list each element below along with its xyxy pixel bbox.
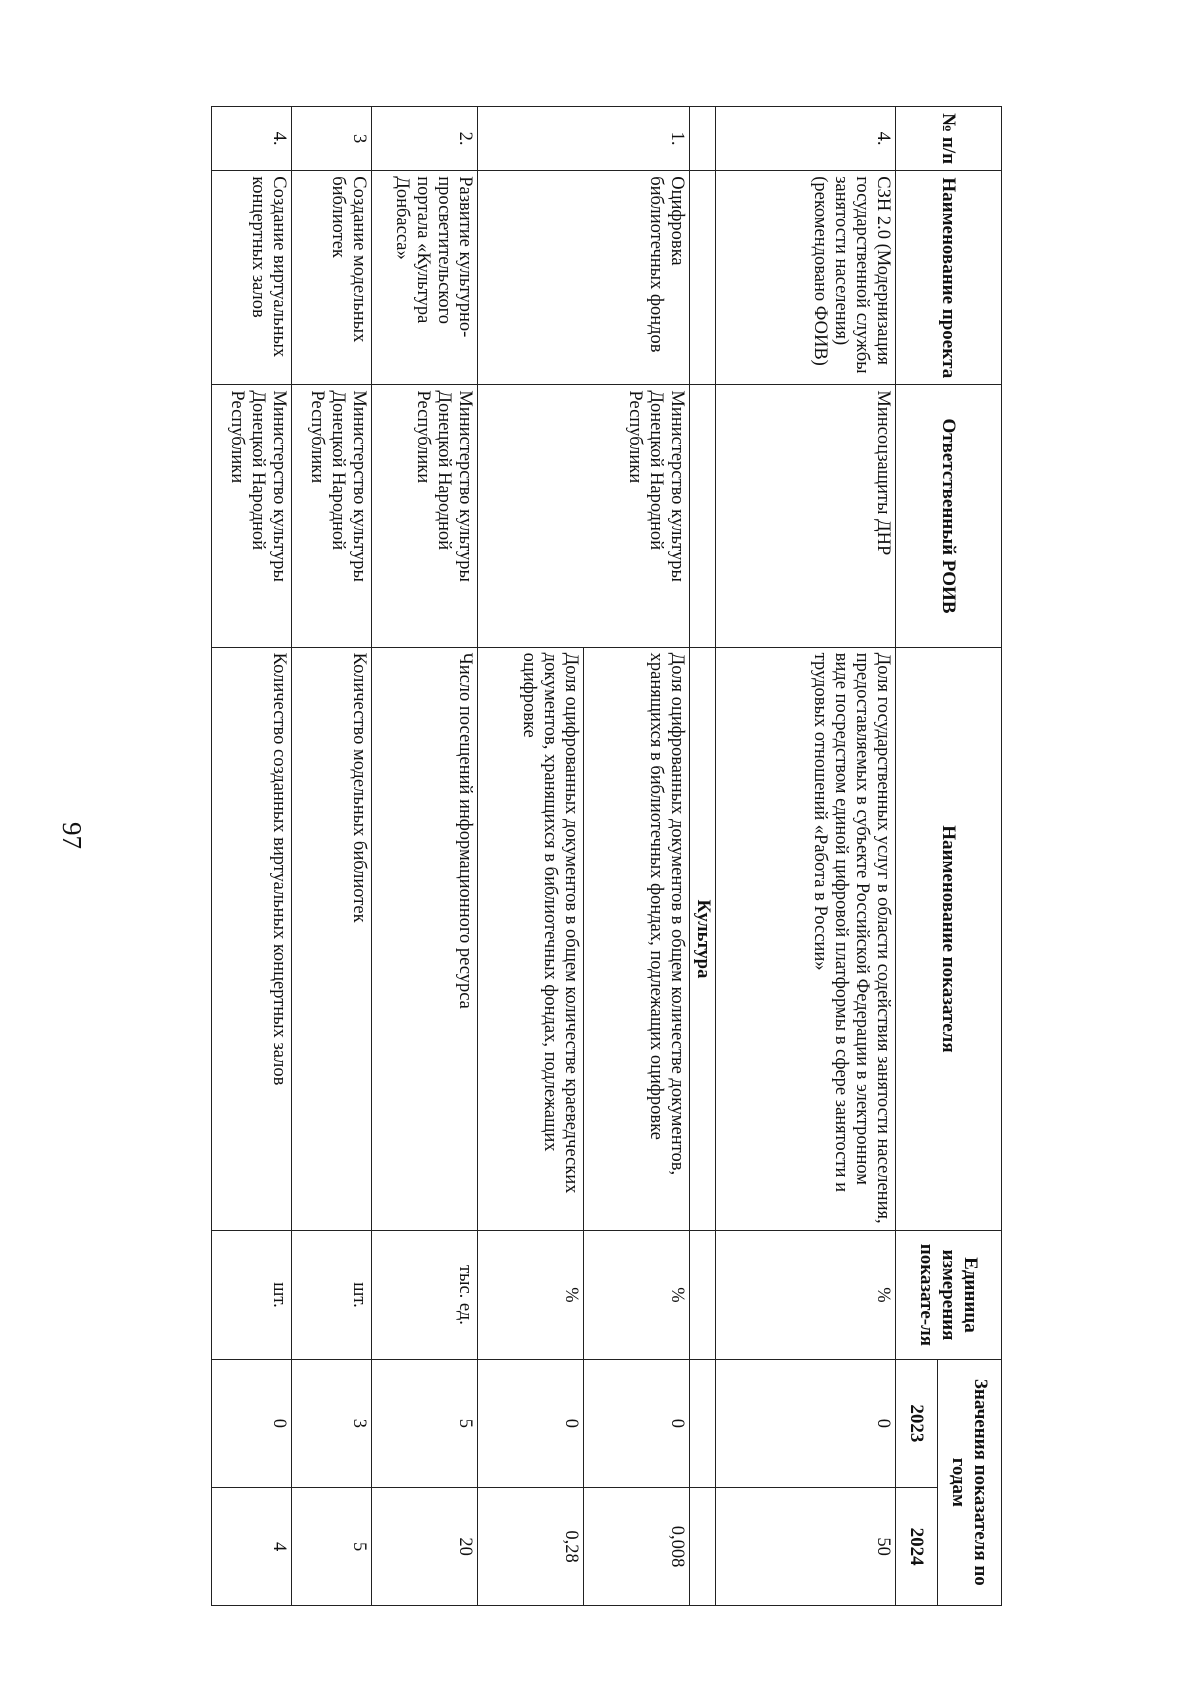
indicator-unit: % [478,1231,584,1359]
table-row [716,107,896,1606]
section-title: Культура [690,647,716,1231]
header-project: Наименование проекта [896,171,1002,385]
page-number: 97 [57,822,87,849]
value-2023: 0 [584,1359,690,1487]
indicator-name: Доля оцифрованных документов в общем количестве краеведческих документов, хранящихся в библиотечных фондах, подлежащих оцифровке [478,647,584,1231]
value-2024: 5 [292,1488,372,1606]
indicator-unit: % [584,1231,690,1359]
table-row [292,107,372,1606]
responsible-roiv: Министерство культуры Донецкой Народной Республики [212,385,292,647]
responsible-roiv: Министерство культуры Донецкой Народной Республики [372,385,478,647]
indicator-name: Количество созданных виртуальных концертных залов [212,647,292,1231]
value-2024: 0,008 [584,1488,690,1606]
value-2023: 3 [292,1359,372,1487]
value-2024: 0,28 [478,1488,584,1606]
value-2023: 0 [716,1359,896,1487]
row-num: 3 [292,107,372,171]
header-unit: Единица измерения показате-ля [896,1231,1002,1359]
responsible-roiv: Минсоцзащиты ДНР [716,385,896,647]
row-num: 1. [478,107,690,171]
value-2024: 20 [372,1488,478,1606]
header-year-2024: 2024 [896,1488,938,1606]
indicator-unit: % [716,1231,896,1359]
section-row [690,107,716,1606]
header-year-2023: 2023 [896,1359,938,1487]
row-num: 4. [716,107,896,171]
indicator-name: Число посещений информационного ресурса [372,647,478,1231]
value-2023: 5 [372,1359,478,1487]
header-indicator: Наименование показателя [896,647,1002,1231]
row-num: 4. [212,107,292,171]
value-2024: 50 [716,1488,896,1606]
value-2023: 0 [478,1359,584,1487]
header-values: Значения показателя по годам [938,1359,1002,1605]
header-num: № п/п [896,107,1002,171]
value-2024: 4 [212,1488,292,1606]
table-row [372,107,478,1606]
project-name: Создание модельных библиотек [292,171,372,385]
project-name: Создание виртуальных концертных залов [212,171,292,385]
row-num: 2. [372,107,478,171]
project-name: Оцифровка библиотечных фондов [478,171,690,385]
indicator-unit: шт. [212,1231,292,1359]
table-row [584,107,690,1606]
indicators-table [211,106,1002,1606]
header-roiv: Ответственный РОИВ [896,385,1002,647]
responsible-roiv: Министерство культуры Донецкой Народной Республики [478,385,690,647]
table-row [212,107,292,1606]
indicator-unit: тыс. ед. [372,1231,478,1359]
rotated-table-container [132,106,1002,1606]
indicator-name: Количество модельных библиотек [292,647,372,1231]
project-name: СЗН 2.0 (Модернизация государственной службы занятости населения) (рекомендовано ФОИВ) [716,171,896,385]
project-name: Развитие культурно-просветительского портала «Культура Донбасса» [372,171,478,385]
value-2023: 0 [212,1359,292,1487]
indicator-name: Доля государственных услуг в области содействия занятости населения, предоставляемых в субъекте Российской Федерации в электронном виде посредством единой цифровой платформы в сфере занятости и трудовых отношений «Работа в России» [716,647,896,1231]
responsible-roiv: Министерство культуры Донецкой Народной Республики [292,385,372,647]
indicator-unit: шт. [292,1231,372,1359]
indicator-name: Доля оцифрованных документов в общем количестве документов, хранящихся в библиотечных фондах, подлежащих оцифровке [584,647,690,1231]
